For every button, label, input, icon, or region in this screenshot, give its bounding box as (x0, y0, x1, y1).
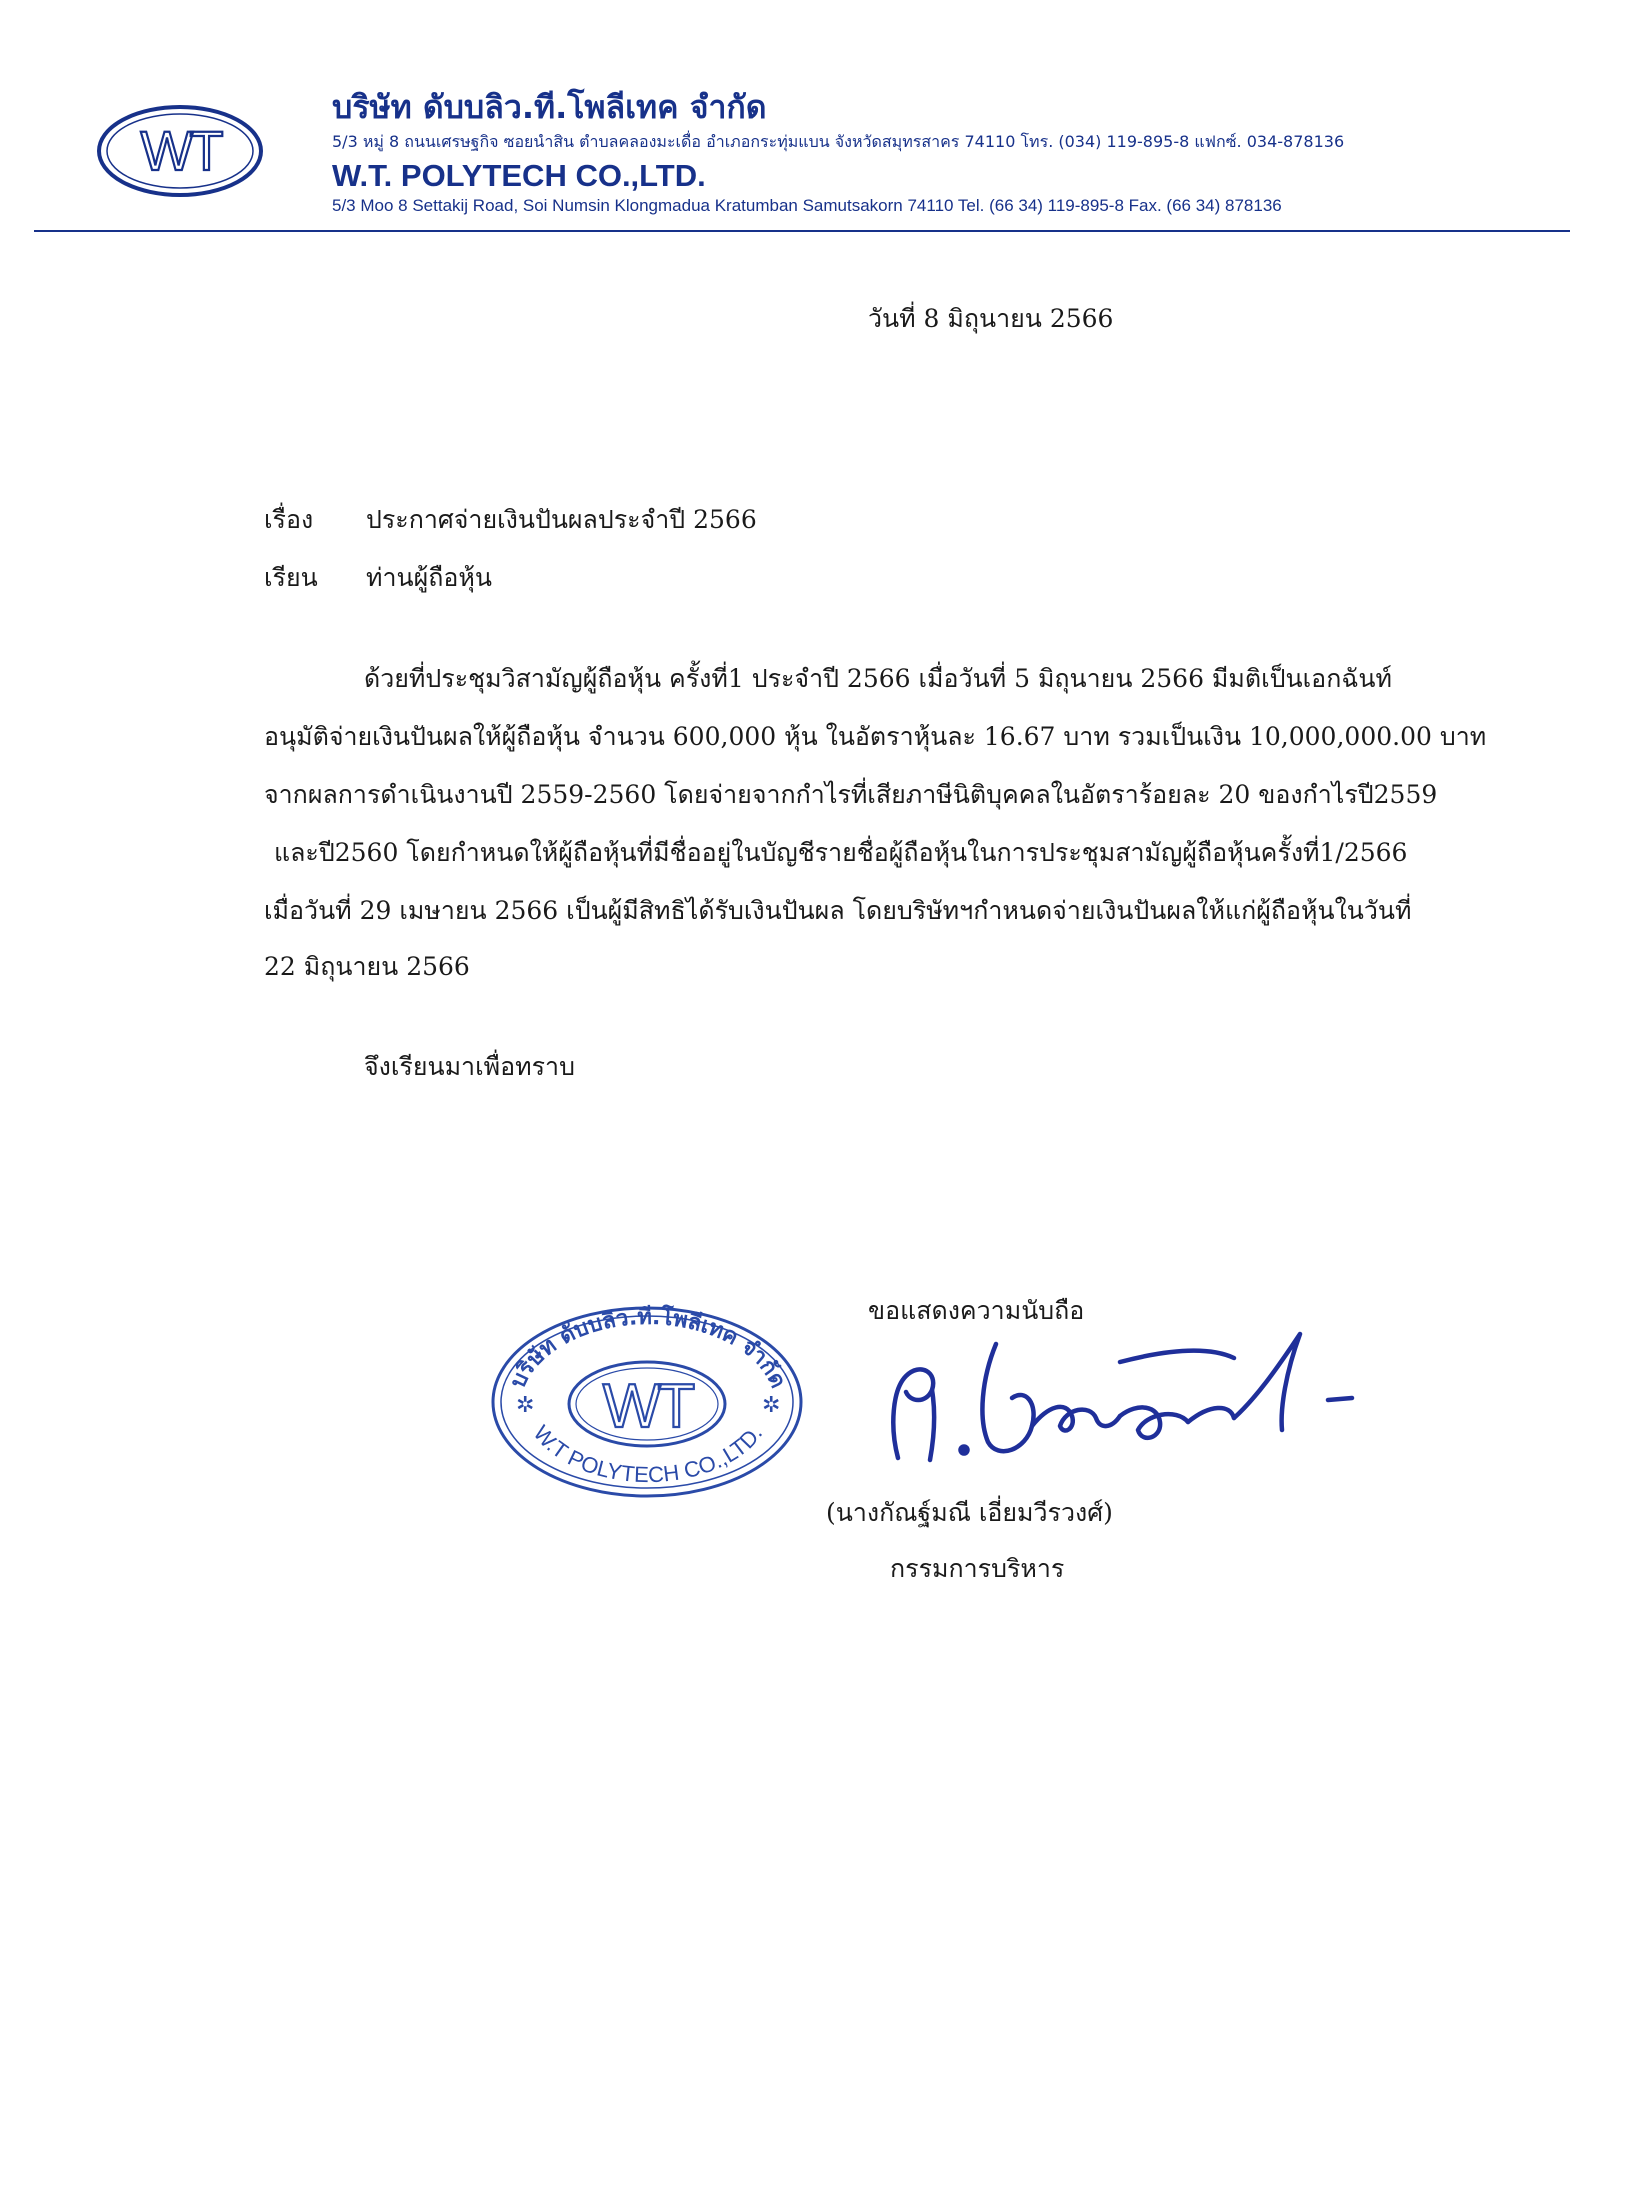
company-name-th: บริษัท ดับบลิว.ที.โพลีเทค จำกัด (332, 88, 767, 126)
recipient-text: ท่านผู้ถือหุ้น (366, 563, 492, 592)
body-line: อนุมัติจ่ายเงินปันผลให้ผู้ถือหุ้น จำนวน 600,000 หุ้น ในอัตราหุ้นละ 16.67 บาท รวมเป็นเงิน 10,000,000.00 บาท (264, 722, 1487, 751)
signer-name: (นางกัณฐ์มณี เอี่ยมวีรวงศ์) (826, 1498, 1113, 1527)
stamp-text-en: W.T POLYTECH CO.,LTD. (528, 1420, 768, 1488)
company-address-th: 5/3 หมู่ 8 ถนนเศรษฐกิจ ซอยนำสิน ตำบลคลองมะเดื่อ อำเภอกระทุ่มแบน จังหวัดสมุทรสาคร 74110 โทร. (034) 119-895-8 แฟกซ์. 034-878136 (332, 132, 1345, 151)
subject-label: เรื่อง (264, 505, 314, 534)
company-logo (96, 104, 264, 198)
signer-title: กรรมการบริหาร (890, 1554, 1065, 1583)
letter-date: วันที่ 8 มิถุนายน 2566 (868, 304, 1114, 333)
company-address-en: 5/3 Moo 8 Settakij Road, Soi Numsin Klongmadua Kratumban Samutsakorn 74110 Tel. (66 34) 119-895-8 Fax. (66 34) 878136 (332, 196, 1282, 215)
svg-text:✲: ✲ (516, 1393, 535, 1418)
logo-text: WT (140, 119, 220, 182)
stamp-text-th: บริษัท ดับบลิว.ที.โพลีเทค จำกัด (505, 1304, 791, 1393)
subject-text: ประกาศจ่ายเงินปันผลประจำปี 2566 (366, 505, 757, 534)
letterhead-divider (34, 230, 1570, 232)
svg-text:✲: ✲ (762, 1393, 781, 1418)
company-stamp (486, 1300, 808, 1500)
company-name-en: W.T. POLYTECH CO.,LTD. (332, 158, 706, 193)
handwritten-signature (876, 1318, 1366, 1478)
body-line: ด้วยที่ประชุมวิสามัญผู้ถือหุ้น ครั้งที่1 ประจำปี 2566 เมื่อวันที่ 5 มิถุนายน 2566 มีมติเป็นเอกฉันท์ (364, 664, 1392, 693)
body-line: 22 มิถุนายน 2566 (264, 952, 470, 981)
body-line: และปี2560 โดยกำหนดให้ผู้ถือหุ้นที่มีชื่ออยู่ในบัญชีรายชื่อผู้ถือหุ้นในการประชุมสามัญผู้ถือหุ้นครั้งที่1/2566 (274, 838, 1408, 867)
body-line: จากผลการดำเนินงานปี 2559-2560 โดยจ่ายจากกำไรที่เสียภาษีนิติบุคคลในอัตราร้อยละ 20 ของกำไรปี2559 (264, 780, 1438, 809)
regards-text: ขอแสดงความนับถือ (868, 1296, 1085, 1325)
body-line: เมื่อวันที่ 29 เมษายน 2566 เป็นผู้มีสิทธิได้รับเงินปันผล โดยบริษัทฯกำหนดจ่ายเงินปันผลให้แก่ผู้ถือหุ้นในวันที่ (264, 896, 1412, 925)
closing-text: จึงเรียนมาเพื่อทราบ (364, 1052, 575, 1081)
to-label: เรียน (264, 563, 318, 592)
stamp-logo-text: WT (602, 1372, 692, 1441)
